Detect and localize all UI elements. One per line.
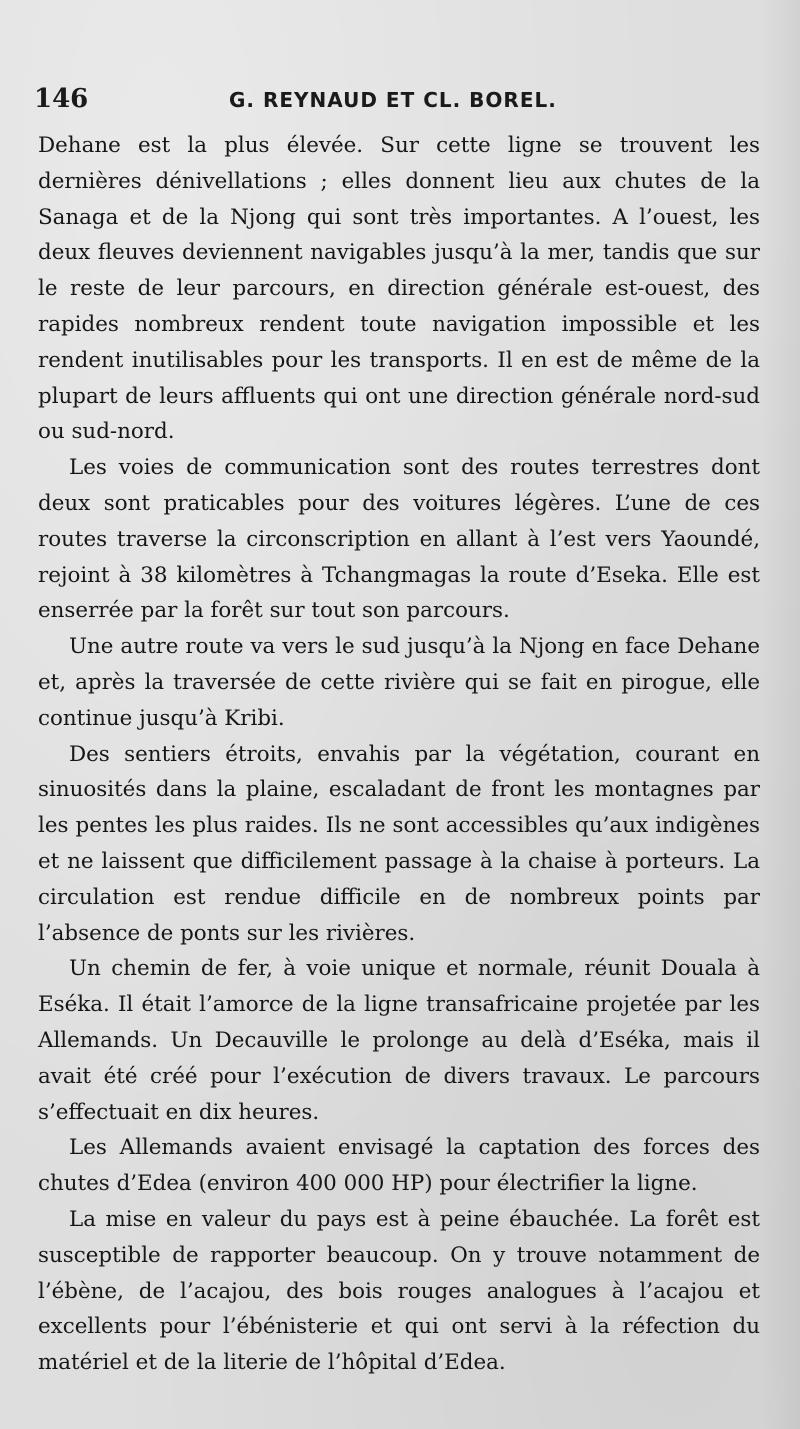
page-number: 146 (34, 84, 89, 114)
paragraph-continued: Dehane est la plus élevée. Sur cette ligne se trouvent les dernières dénivellations ; elles donnent lieu aux chutes de la Sanaga et de la Njong qui sont très importantes. A l’ouest, les deux fleuves deviennent navigables jusqu’à la mer, tandis que sur le reste de leur parcours, en direction générale est-ouest, des rapides nombreux rendent toute navigation impossible et les rendent inutilisables pour les transports. Il en est de même de la plupart de leurs affluents qui ont une direction générale nord-sud ou sud-nord. (38, 133, 760, 445)
paragraph-paths: Des sentiers étroits, envahis par la végétation, courant en sinuosités dans la plaine, escaladant de front les montagnes par les pentes les plus raides. Ils ne sont accessibles qu’aux indigènes et ne laissent que difficilement passage à la chaise à porteurs. La circulation est rendue difficile en de nombreux points par l’absence de ponts sur les rivières. (38, 741, 760, 946)
paragraph-railway: Un chemin de fer, à voie unique et normale, réunit Douala à Eséka. Il était l’amorce de la ligne transafricaine projetée par les Allemands. Un Decauville le prolonge au delà d’Eséka, mais il avait été créé pour l’exécution de divers travaux. Le parcours s’effectuait en dix heures. (38, 956, 760, 1125)
running-head: G. REYNAUD ET CL. BOREL. (229, 88, 557, 112)
paragraph-electrification: Les Allemands avaient envisagé la captation des forces des chutes d’Edea (environ 400 000 HP) pour électrifier la ligne. (38, 1135, 760, 1197)
paragraph-south-road: Une autre route va vers le sud jusqu’à la Njong en face Dehane et, après la traversée de cette rivière qui se fait en pirogue, elle continue jusqu’à Kribi. (38, 634, 760, 731)
paragraph-forest: La mise en valeur du pays est à peine ébauchée. La forêt est susceptible de rapporter beaucoup. On y trouve notamment de l’ébène, de l’acajou, des bois rouges analogues à l’acajou et excellents pour l’ébénisterie et qui ont servi à la réfection du matériel et de la literie de l’hôpital d’Edea. (38, 1206, 760, 1376)
page-header (34, 84, 764, 124)
body-text (38, 128, 760, 1381)
paragraph-roads: Les voies de communication sont des routes terrestres dont deux sont praticables pour des voitures légères. L’une de ces routes traverse la circonscription en allant à l’est vers Yaoundé, rejoint à 38 kilomètres à Tchangmagas la route d’Eseka. Elle est enserrée par la forêt sur tout son parcours. (38, 455, 760, 624)
